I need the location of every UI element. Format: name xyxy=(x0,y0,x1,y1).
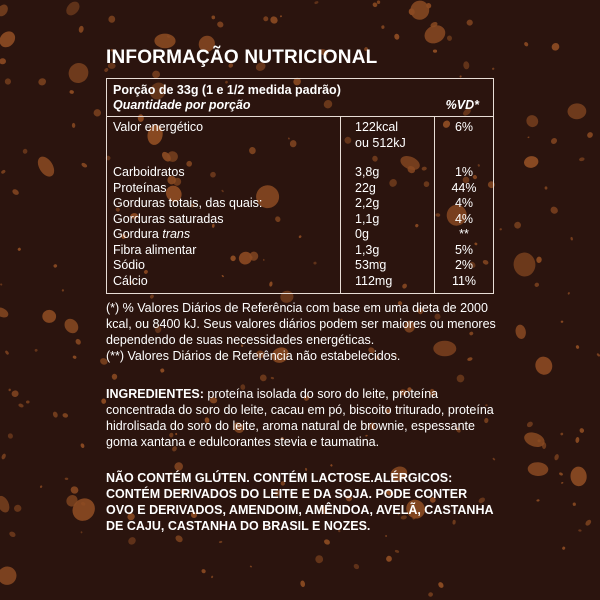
nutrient-names-column xyxy=(107,117,340,293)
speckle xyxy=(545,186,548,189)
speckle xyxy=(53,263,58,268)
speckle xyxy=(64,0,83,18)
vd-value: 2% xyxy=(454,258,474,272)
vd-value: 4% xyxy=(454,196,474,210)
portion-text: Porção de 33g (1 e 1/2 medida padrão) xyxy=(113,83,341,97)
footnote-not-established: (**) Valores Diários de Referência não estabelecidos. xyxy=(106,349,401,363)
speckle xyxy=(62,316,81,336)
speckle xyxy=(78,25,84,33)
speckle xyxy=(18,403,24,408)
nutrient-name: Gorduras saturadas xyxy=(113,211,224,226)
speckle xyxy=(37,77,47,86)
speckle xyxy=(0,58,6,64)
table-body xyxy=(107,117,493,293)
speckle xyxy=(523,155,539,169)
nutrient-values-column xyxy=(340,117,435,293)
speckle xyxy=(560,432,564,436)
nutrient-value: 122kcal xyxy=(355,120,399,134)
speckle xyxy=(69,485,79,495)
speckle xyxy=(52,411,59,418)
speckle xyxy=(300,580,306,587)
speckle xyxy=(523,41,529,47)
speckle xyxy=(80,443,85,449)
speckle xyxy=(22,148,28,154)
speckle xyxy=(1,453,7,460)
speckle xyxy=(42,309,57,323)
vd-value: 4% xyxy=(454,211,474,226)
quantity-label: Quantidade por porção xyxy=(113,98,251,112)
speckle xyxy=(586,131,594,139)
speckle xyxy=(8,388,11,391)
speckle xyxy=(211,575,214,578)
speckle xyxy=(514,324,527,340)
vd-value: ** xyxy=(459,227,469,241)
speckle xyxy=(250,565,253,567)
speckle xyxy=(92,108,102,118)
speckle xyxy=(499,228,502,231)
speckle xyxy=(584,519,592,527)
speckle xyxy=(80,531,82,533)
speckle xyxy=(219,541,223,544)
speckle xyxy=(0,564,19,588)
speckle xyxy=(108,15,115,23)
speckle xyxy=(377,0,380,4)
footnotes xyxy=(106,300,498,364)
speckle xyxy=(394,549,399,553)
speckle xyxy=(567,103,586,119)
speckle xyxy=(575,437,580,443)
nutrient-value: ou 512kJ xyxy=(355,135,406,150)
speckle xyxy=(579,427,585,433)
speckle xyxy=(353,563,361,570)
speckle xyxy=(385,535,387,537)
nutrient-name: Fibra alimentar xyxy=(113,242,197,257)
speckle xyxy=(315,555,324,564)
speckle xyxy=(513,220,523,230)
speckle xyxy=(554,454,560,461)
speckle xyxy=(550,41,561,52)
speckle xyxy=(561,482,564,484)
speckle xyxy=(127,536,138,547)
speckle xyxy=(34,348,38,352)
speckle xyxy=(40,485,43,488)
speckle xyxy=(0,28,18,50)
speckle xyxy=(394,33,400,40)
speckle xyxy=(386,555,393,562)
speckle xyxy=(34,154,57,180)
speckle xyxy=(579,157,585,162)
speckle xyxy=(381,25,385,29)
ingredients-label: INGREDIENTES: xyxy=(106,387,204,401)
speckle xyxy=(0,306,10,320)
speckle xyxy=(446,35,452,41)
label-content xyxy=(106,46,496,534)
vd-value: 11% xyxy=(451,273,477,288)
speckle xyxy=(323,538,331,546)
speckle xyxy=(174,534,184,544)
nutrient-value: 22g xyxy=(355,180,376,195)
nutrient-value: 1,1g xyxy=(355,211,380,226)
speckle xyxy=(572,502,576,506)
speckle xyxy=(269,15,279,25)
speckle xyxy=(536,256,542,263)
speckle xyxy=(61,289,64,292)
speckle xyxy=(26,400,30,403)
speckle xyxy=(280,15,282,17)
nutrient-name-trans xyxy=(113,227,334,243)
speckle xyxy=(62,413,69,419)
speckle xyxy=(0,3,10,19)
speckle xyxy=(4,350,9,355)
speckle xyxy=(561,320,564,322)
speckle xyxy=(536,499,540,502)
speckle xyxy=(549,205,559,215)
nutrient-value: 3,8g xyxy=(355,165,380,179)
speckle xyxy=(74,338,81,346)
nutrient-name: Valor energético xyxy=(113,120,204,134)
table-header xyxy=(107,79,493,117)
speckle xyxy=(527,462,548,477)
nutrient-value: 2,2g xyxy=(355,196,380,210)
speckle xyxy=(7,433,14,440)
vd-value: 44% xyxy=(451,180,477,195)
speckle xyxy=(0,494,12,515)
speckle xyxy=(526,420,534,428)
speckle xyxy=(81,162,88,168)
vd-column xyxy=(435,117,493,293)
nutrient-name: Gorduras totais, das quais: xyxy=(113,196,263,210)
speckle xyxy=(201,568,207,574)
nutrition-table xyxy=(106,78,494,294)
speckle xyxy=(0,169,6,174)
speckle xyxy=(69,90,74,94)
vd-value: 6% xyxy=(454,120,474,134)
speckle xyxy=(437,581,444,589)
speckle xyxy=(567,292,570,295)
speckle xyxy=(570,237,573,241)
speckle xyxy=(65,59,93,87)
page-title: INFORMAÇÃO NUTRICIONAL xyxy=(106,47,378,68)
speckle xyxy=(72,123,76,128)
allergen-warning: NÃO CONTÉM GLÚTEN. CONTÉM LACTOSE.ALÉRGICOS: CONTÉM DERIVADOS DO LEITE E DA SOJA. PODE CONTER OVO E DERIVADOS, AMENDOIM, AMÊNDOA, AVELÃ, CASTANHA DE CAJU, CASTANHA DO BRASIL E NOZES. xyxy=(106,471,494,533)
speckle xyxy=(4,77,12,85)
nutrient-value: 112mg xyxy=(355,273,393,288)
speckle xyxy=(11,390,19,398)
nutrient-name: Proteínas xyxy=(113,180,167,195)
speckle xyxy=(314,1,319,5)
speckle xyxy=(11,188,20,196)
speckle xyxy=(13,504,22,512)
speckle xyxy=(65,477,69,480)
speckle xyxy=(534,282,540,288)
vd-label: %VD* xyxy=(445,98,479,112)
speckle xyxy=(211,15,215,19)
speckle xyxy=(428,592,434,598)
vd-value: 5% xyxy=(454,242,474,257)
speckle xyxy=(550,137,559,145)
speckle xyxy=(0,283,3,286)
speckle xyxy=(533,354,555,377)
speckle xyxy=(570,466,588,487)
speckle xyxy=(596,353,600,357)
speckle xyxy=(72,355,77,359)
speckle xyxy=(575,345,579,350)
nutrient-name: Cálcio xyxy=(113,273,148,288)
nutrient-name-prefix: Gordura xyxy=(113,227,163,241)
speckle xyxy=(262,15,269,22)
ingredients xyxy=(106,386,498,450)
speckle xyxy=(578,529,582,532)
nutrient-value: 1,3g xyxy=(355,242,380,257)
vd-value: 1% xyxy=(454,165,474,179)
nutrient-value: 53mg xyxy=(355,258,387,272)
nutrient-name: Sódio xyxy=(113,258,145,272)
nutrient-name-italic: trans xyxy=(162,227,191,241)
speckle xyxy=(559,472,564,476)
speckle xyxy=(562,546,566,550)
speckle xyxy=(524,113,541,130)
speckle xyxy=(527,136,529,138)
speckle xyxy=(466,19,474,27)
quantity-row xyxy=(113,98,487,113)
speckle xyxy=(512,251,536,277)
speckle xyxy=(17,247,21,251)
nutrient-value: 0g xyxy=(355,227,369,241)
nutrient-name: Carboidratos xyxy=(113,165,185,179)
ingredients-text: proteína isolada do soro do leite, proteína concentrada do soro do leite, cacau em pó, biscoito triturado, proteína hidrolisada do soro do leite, aroma natural de brownie, espessante goma xantana e edulcorantes stevia e taumatina. xyxy=(106,387,494,449)
footnote-daily-values: (*) % Valores Diários de Referência com base em uma dieta de 2000 kcal, ou 8400 kJ. Seus valores diários podem ser maiores ou menores dependendo de suas necessidades energéticas. xyxy=(106,301,496,347)
speckle xyxy=(8,530,16,538)
speckle xyxy=(216,20,224,28)
